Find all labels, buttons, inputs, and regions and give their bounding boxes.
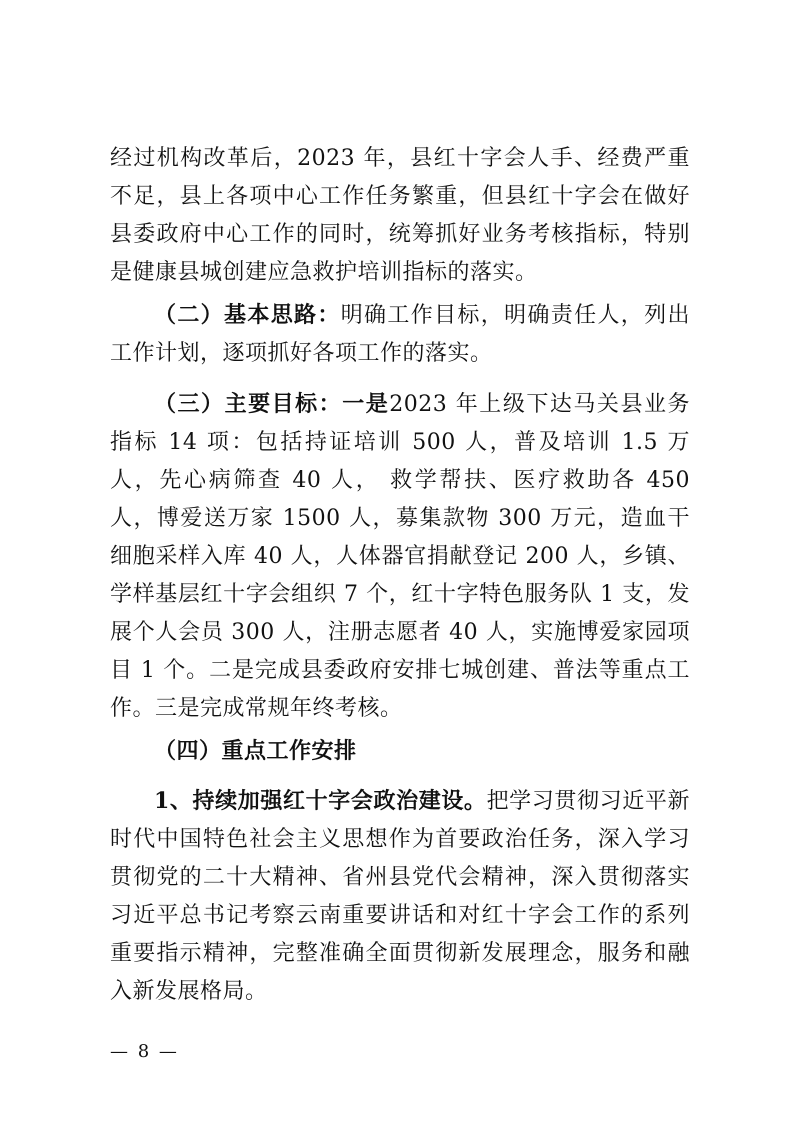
paragraph-basic-approach-text: 明确工作目标，明确责任人，列出工作计划，逐项抓好各项工作的落实。 <box>110 303 690 366</box>
document-body <box>110 140 690 1011</box>
paragraph-background-text: 经过机构改革后，2023 年，县红十字会人手、经费严重不足，县上各项中心工作任务繁重，但县红十字会在做好县委政府中心工作的同时，统筹抓好业务考核指标，特别是健康县城创建应急救护培训指标的落实。 <box>110 146 690 285</box>
heading-key-work <box>110 732 690 770</box>
heading-key-work-text: （四）重点工作安排 <box>154 738 357 764</box>
paragraph-main-goals <box>110 385 690 728</box>
heading-main-goals: （三）主要目标：一是 <box>154 391 390 417</box>
paragraph-main-goals-text: 2023 年上级下达马关县业务指标 14 项：包括持证培训 500 人，普及培训 1.5 万人，先心病筛查 40 人， 救学帮扶、医疗救助各 450 人，博爱送万家 1500 人，募集款物 300 万元，造血干细胞采样入库 40 人，人体器官捐献登记 200 人，乡镇、学样基层红十字会组织 7 个，红十字特色服务队 1 支，发展个人会员 300 人，注册志愿者 40 人，实施博爱家园项目 1 个。二是完成县委政府安排七城创建、普法等重点工作。三是完成常规年终考核。 <box>110 392 690 721</box>
heading-political-building: 1、持续加强红十字会政治建设。 <box>154 788 487 814</box>
paragraph-basic-approach <box>110 296 690 373</box>
paragraph-political-building-text: 把学习贯彻习近平新时代中国特色社会主义思想作为首要政治任务，深入学习贯彻党的二十大精神、省州县党代会精神，深入贯彻落实习近平总书记考察云南重要讲话和对红十字会工作的系列重要指示精神，完整准确全面贯彻新发展理念，服务和融入新发展格局。 <box>110 789 690 1004</box>
paragraph-political-building <box>110 782 690 1011</box>
heading-basic-approach: （二）基本思路： <box>154 302 341 328</box>
page-number: — 8 — <box>110 1041 179 1062</box>
paragraph-background <box>110 140 690 292</box>
